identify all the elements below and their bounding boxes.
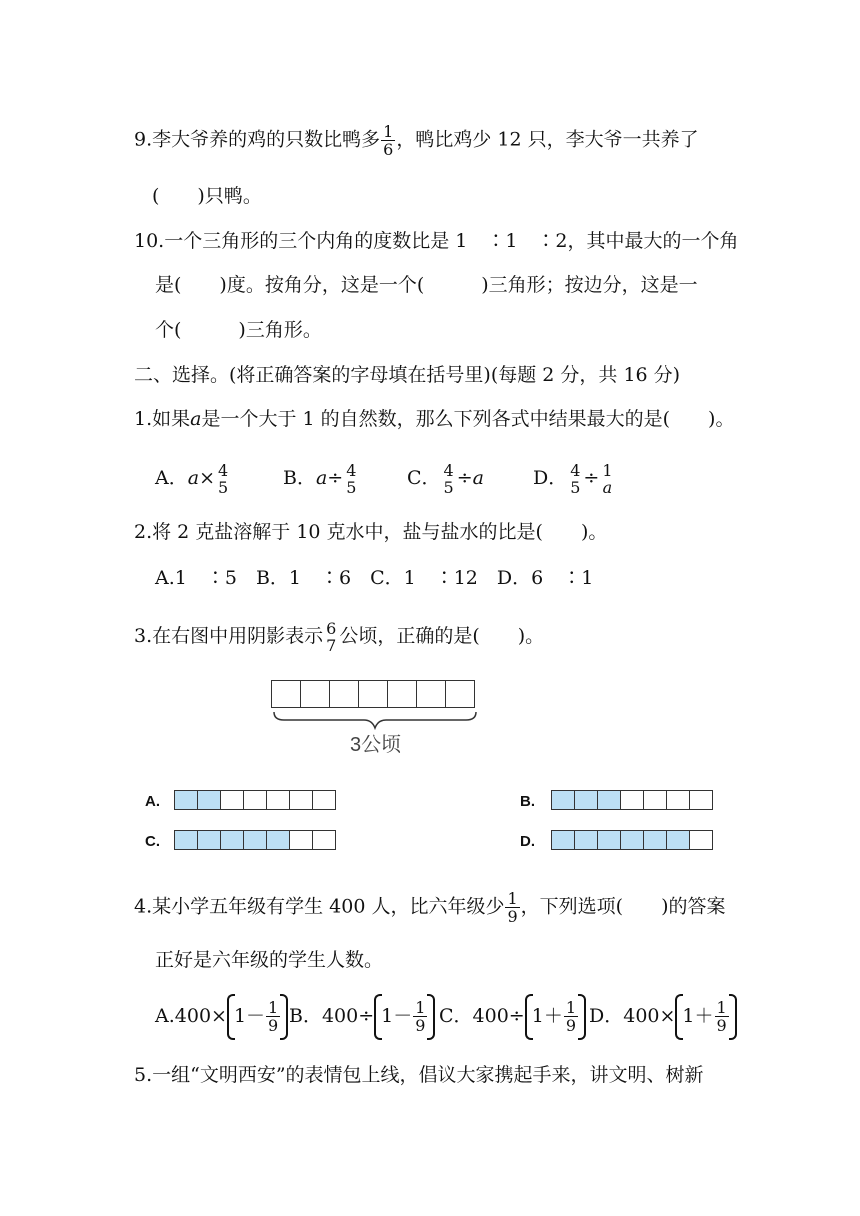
grid-cell bbox=[289, 790, 313, 810]
c3-stem bbox=[134, 620, 544, 654]
grid-cell bbox=[666, 790, 690, 810]
opt-frac bbox=[715, 999, 729, 1034]
opt-prefix: B．400÷ bbox=[289, 1005, 375, 1027]
c1-stem bbox=[134, 407, 734, 431]
opt-paren bbox=[227, 994, 288, 1038]
q9-fraction bbox=[381, 123, 395, 158]
grid-cell bbox=[689, 790, 713, 810]
c3-fraction bbox=[324, 620, 338, 654]
frac-num: 1 bbox=[565, 997, 577, 1017]
opt-op: ÷ bbox=[456, 467, 473, 489]
opt-inner: 1＋ bbox=[682, 1005, 714, 1027]
grid-cell bbox=[445, 680, 475, 708]
grid-cell bbox=[574, 830, 598, 850]
frac-num: 1 bbox=[415, 997, 426, 1017]
grid-cell bbox=[174, 790, 198, 810]
grid-cell bbox=[174, 830, 198, 850]
grid-cell bbox=[266, 830, 290, 850]
frac-den: 7 bbox=[326, 636, 337, 655]
frac-num: 1 bbox=[602, 461, 613, 480]
c3-option-a-bar bbox=[175, 790, 336, 810]
grid-cell bbox=[289, 830, 313, 850]
c1-option-a bbox=[155, 462, 231, 496]
opt-frac bbox=[216, 462, 230, 496]
c2-stem: 2.将 2 克盐溶解于 10 克水中，盐与盐水的比是( )。 bbox=[134, 521, 608, 543]
c3-figure-bar bbox=[272, 680, 475, 710]
c1-option-c bbox=[407, 462, 484, 496]
c1-stem-b: 是一个大于 1 的自然数，那么下列各式中结果最大的是( )。 bbox=[201, 408, 735, 430]
frac-num: 1 bbox=[383, 122, 394, 141]
frac-den: 9 bbox=[507, 907, 518, 926]
c1-option-d bbox=[533, 462, 616, 496]
c5-line1: 5.一组“文明西安”的表情包上线，倡议大家携起手来，讲文明、树新 bbox=[134, 1064, 704, 1086]
grid-cell bbox=[597, 830, 621, 850]
opt-label: D． bbox=[533, 467, 568, 489]
q9-line1 bbox=[134, 123, 699, 158]
opt-paren bbox=[525, 994, 586, 1038]
q10-line2: 是( )度。按角分，这是一个( )三角形；按边分，这是一 bbox=[155, 274, 698, 296]
opt-inner: 1－ bbox=[381, 1005, 413, 1027]
opt-label: B． bbox=[283, 467, 316, 489]
frac-den: 6 bbox=[383, 140, 394, 159]
frac-num: 1 bbox=[268, 997, 279, 1017]
frac-num: 1 bbox=[716, 997, 727, 1017]
grid-cell bbox=[243, 830, 267, 850]
grid-cell bbox=[197, 830, 221, 850]
opt-frac bbox=[413, 999, 427, 1034]
opt-label: C． bbox=[407, 467, 441, 489]
c3-option-c-label: C. bbox=[145, 833, 160, 850]
grid-cell bbox=[597, 790, 621, 810]
opt-op: ÷ bbox=[327, 467, 344, 489]
grid-cell bbox=[620, 790, 644, 810]
opt-frac bbox=[442, 462, 456, 496]
q9-text-b: ，鸭比鸡少 12 只，李大爷一共养了 bbox=[396, 128, 699, 151]
frac-num: 4 bbox=[346, 461, 357, 480]
c2-options: A.1 ∶5 B．1 ∶6 C．1 ∶12 D．6 ∶1 bbox=[155, 567, 594, 589]
c1-stem-a: 1.如果 bbox=[134, 408, 191, 430]
frac-num: 6 bbox=[326, 619, 337, 638]
grid-cell bbox=[271, 680, 301, 708]
c3-option-d-bar bbox=[552, 830, 713, 850]
grid-cell bbox=[666, 830, 690, 850]
opt-prefix: A.400× bbox=[155, 1005, 227, 1027]
c3-option-d-label: D. bbox=[520, 833, 535, 850]
frac-den: 9 bbox=[565, 1015, 577, 1035]
opt-var: a bbox=[472, 467, 484, 489]
c4-option-c bbox=[439, 994, 586, 1038]
c4-line1 bbox=[134, 890, 726, 925]
q10-line3: 个( )三角形。 bbox=[155, 319, 322, 341]
frac-den: 9 bbox=[716, 1015, 727, 1035]
c3-option-c-bar bbox=[175, 830, 336, 850]
c1-var: a bbox=[190, 408, 202, 430]
c3-option-b-label: B. bbox=[520, 793, 535, 810]
opt-var: a bbox=[187, 467, 200, 489]
opt-prefix: C．400÷ bbox=[439, 1005, 525, 1027]
q9-text-a: 9.李大爷养的鸡的只数比鸭多 bbox=[134, 128, 381, 151]
frac-den: 9 bbox=[268, 1015, 279, 1035]
q9-line2: ( )只鸭。 bbox=[152, 185, 262, 207]
frac-num: 4 bbox=[443, 461, 454, 480]
grid-cell bbox=[329, 680, 359, 708]
grid-cell bbox=[312, 830, 336, 850]
opt-paren bbox=[374, 994, 435, 1038]
grid-cell bbox=[220, 790, 244, 810]
c1-option-b bbox=[283, 462, 359, 496]
frac-num: 1 bbox=[507, 889, 518, 908]
opt-frac bbox=[568, 462, 582, 496]
section2-title: 二、选择。(将正确答案的字母填在括号里)(每题 2 分，共 16 分) bbox=[134, 364, 681, 386]
opt-prefix: D．400× bbox=[589, 1005, 676, 1027]
frac-den: 5 bbox=[217, 478, 229, 497]
grid-cell bbox=[358, 680, 388, 708]
frac-den: a bbox=[602, 478, 613, 497]
grid-cell bbox=[387, 680, 417, 708]
grid-cell bbox=[689, 830, 713, 850]
grid-cell bbox=[643, 790, 667, 810]
grid-cell bbox=[300, 680, 330, 708]
c3-stem-b: 公顷，正确的是( )。 bbox=[339, 625, 545, 647]
c4-line2: 正好是六年级的学生人数。 bbox=[155, 949, 384, 971]
opt-op: ÷ bbox=[583, 467, 600, 489]
frac-den: 9 bbox=[415, 1015, 426, 1035]
opt-var: a bbox=[315, 467, 328, 489]
opt-frac bbox=[266, 999, 280, 1034]
frac-den: 5 bbox=[346, 478, 357, 497]
frac-den: 5 bbox=[443, 478, 454, 497]
grid-cell bbox=[220, 830, 244, 850]
grid-cell bbox=[243, 790, 267, 810]
opt-label: A． bbox=[155, 467, 188, 489]
grid-cell bbox=[574, 790, 598, 810]
frac-den: 5 bbox=[570, 478, 581, 497]
frac-num: 4 bbox=[570, 461, 581, 480]
c3-figure-label: 3公顷 bbox=[350, 734, 402, 756]
grid-cell bbox=[551, 790, 575, 810]
opt-frac-2 bbox=[600, 462, 614, 496]
c4-option-b bbox=[289, 994, 435, 1038]
opt-frac bbox=[344, 462, 358, 496]
opt-inner: 1－ bbox=[233, 1005, 266, 1027]
frac-num: 4 bbox=[217, 461, 229, 480]
c4-option-a bbox=[155, 994, 288, 1038]
opt-paren bbox=[675, 994, 736, 1038]
q10-line1: 10.一个三角形的三个内角的度数比是 1 ∶1 ∶2，其中最大的一个角 bbox=[134, 230, 739, 252]
c4-option-d bbox=[589, 994, 737, 1038]
grid-cell bbox=[266, 790, 290, 810]
grid-cell bbox=[416, 680, 446, 708]
c3-option-a-label: A. bbox=[145, 793, 160, 810]
c3-figure-brace bbox=[272, 710, 478, 730]
c4-text-a: 4.某小学五年级有学生 400 人，比六年级少 bbox=[134, 895, 505, 918]
opt-frac bbox=[564, 999, 578, 1034]
grid-cell bbox=[551, 830, 575, 850]
c3-figure bbox=[272, 680, 478, 760]
grid-cell bbox=[620, 830, 644, 850]
c4-fraction bbox=[505, 890, 519, 925]
opt-inner: 1＋ bbox=[531, 1005, 563, 1027]
c4-text-b: ，下列选项( )的答案 bbox=[520, 895, 726, 918]
grid-cell bbox=[197, 790, 221, 810]
c3-stem-a: 3.在右图中用阴影表示 bbox=[134, 625, 324, 647]
opt-op: × bbox=[199, 467, 215, 489]
grid-cell bbox=[643, 830, 667, 850]
grid-cell bbox=[312, 790, 336, 810]
c3-option-b-bar bbox=[552, 790, 713, 810]
